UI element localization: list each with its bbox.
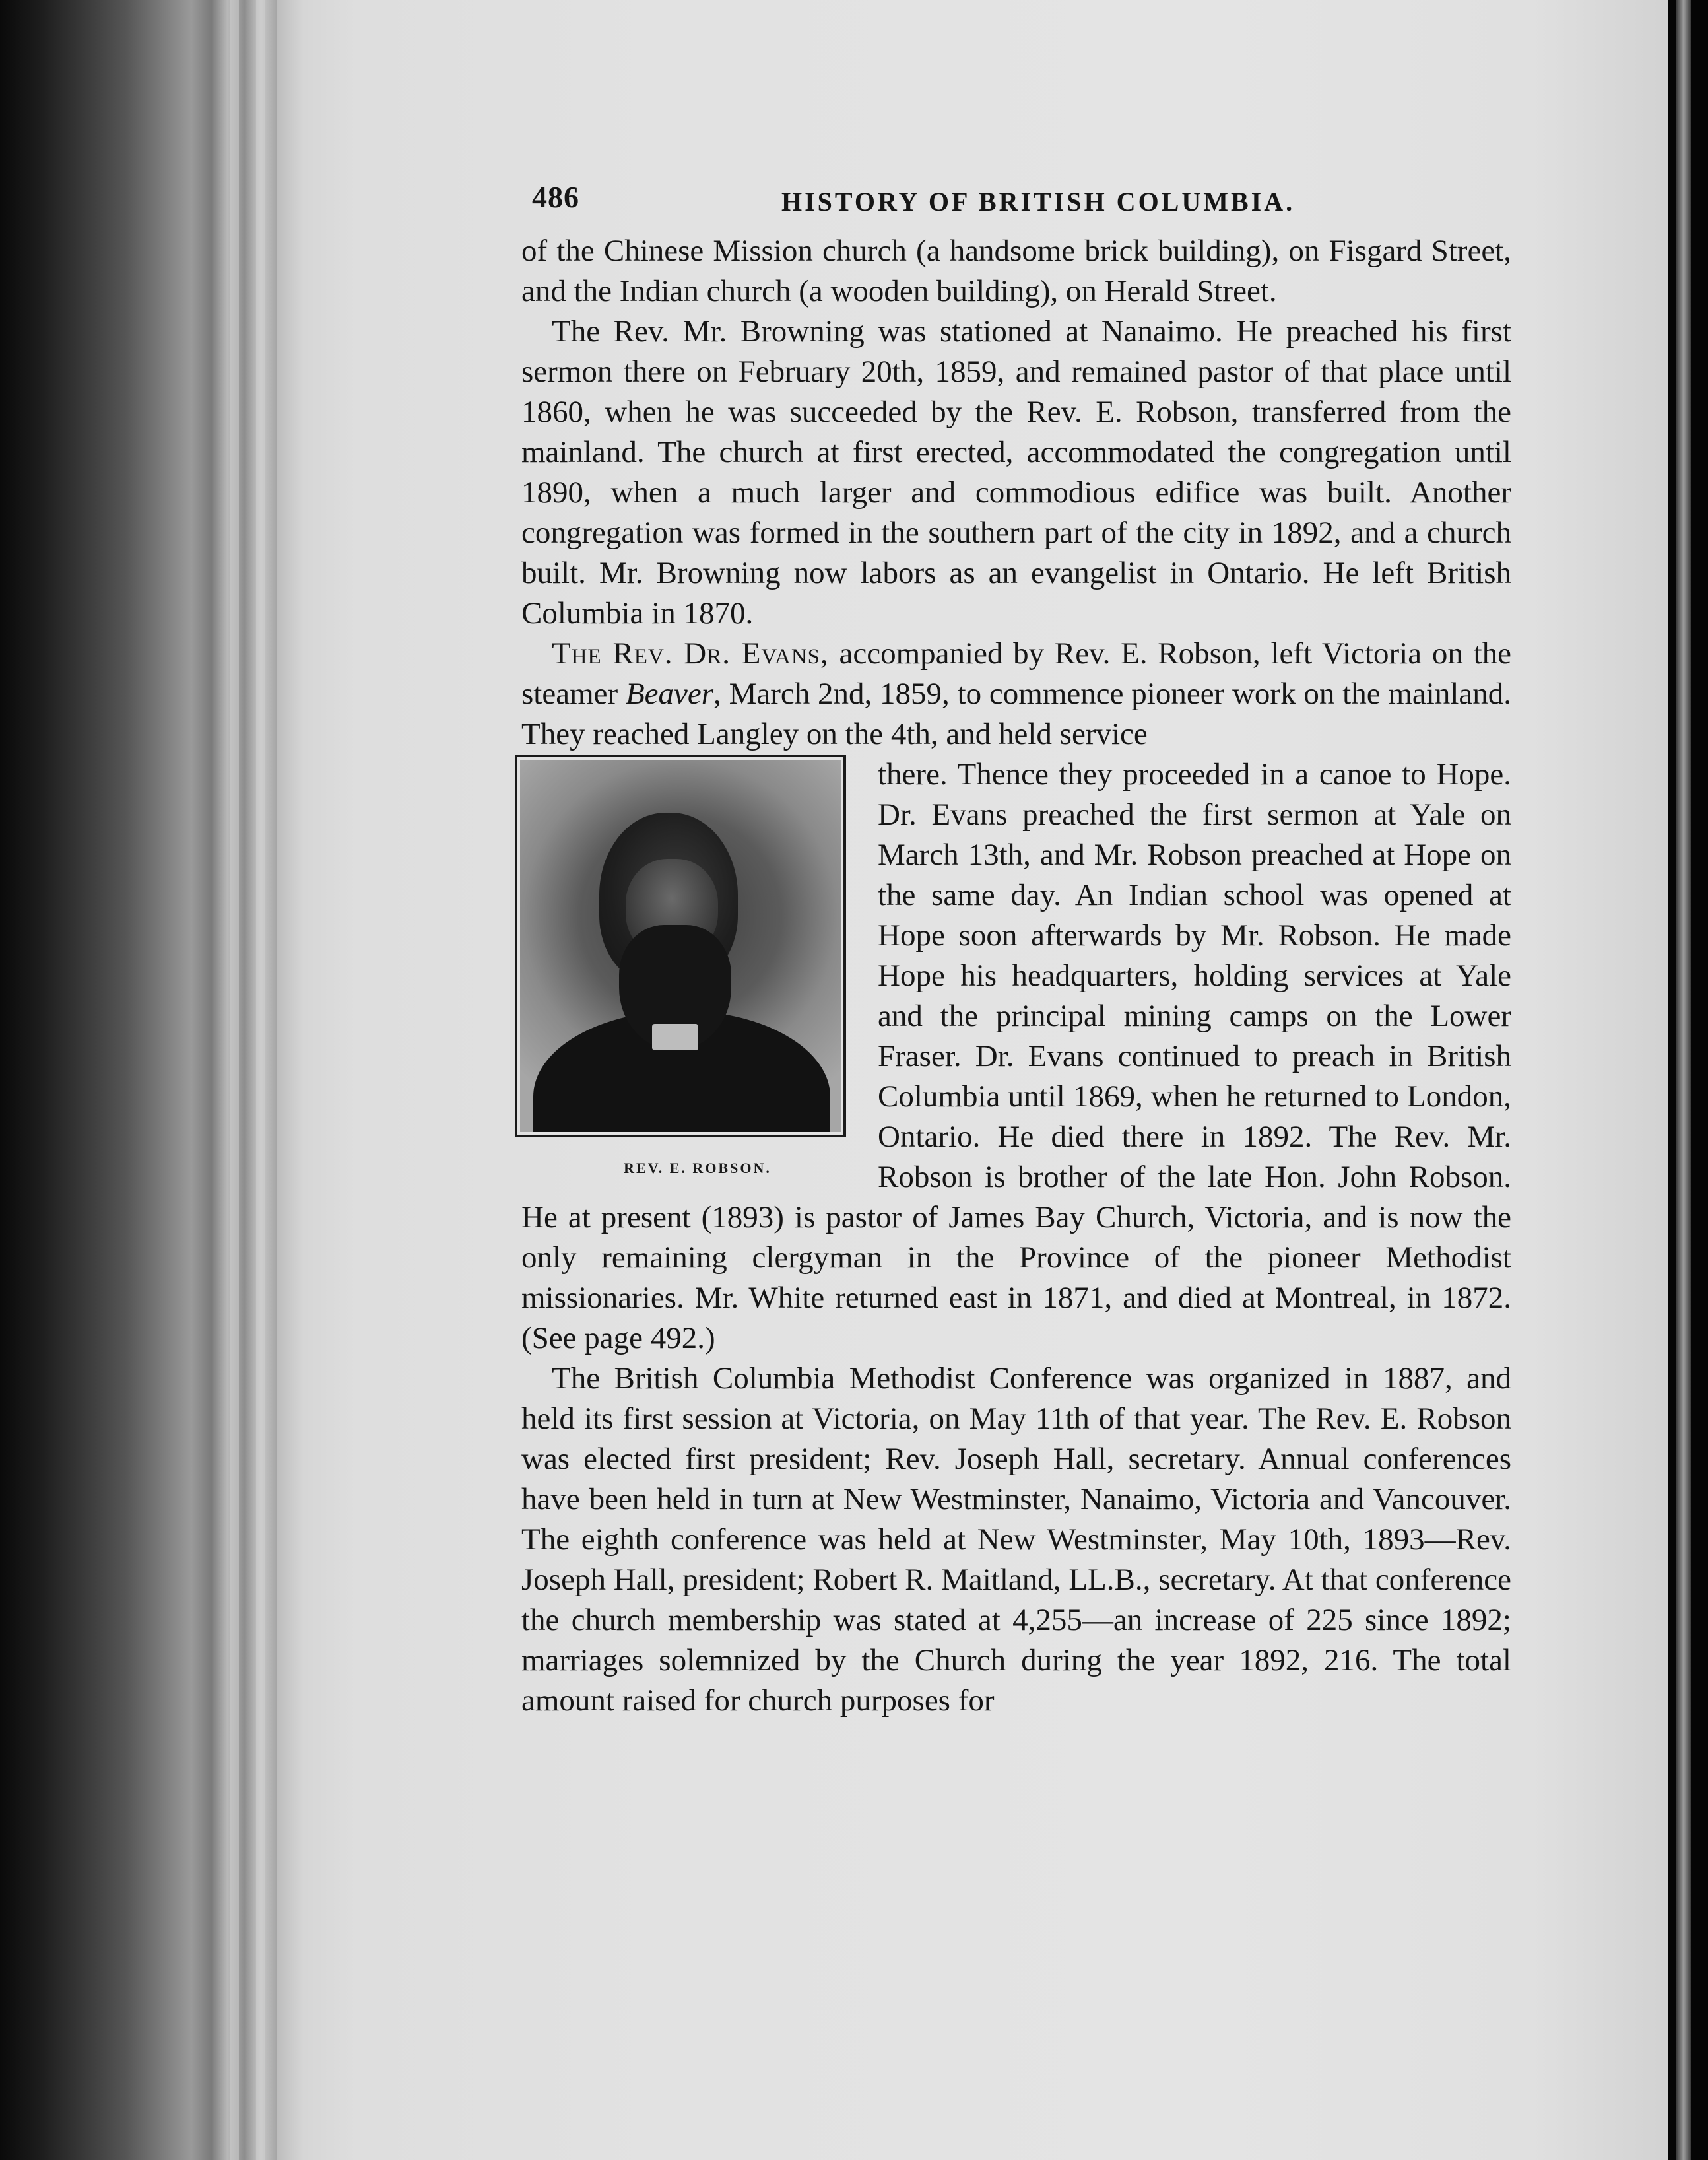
right-page-edge bbox=[1676, 0, 1691, 2160]
page-header bbox=[521, 172, 1511, 231]
page-content bbox=[521, 172, 1511, 1721]
paragraph-text: accompanied by Rev. E. Robson, left Victoria on the steamer bbox=[521, 636, 1512, 711]
running-head: HISTORY OF BRITISH COLUMBIA. bbox=[781, 187, 1296, 217]
figure-caption: REV. E. ROBSON. bbox=[624, 1160, 772, 1176]
page-number: 486 bbox=[532, 180, 579, 214]
paragraph: The British Columbia Methodist Conference was organized in 1887, and held its first session at Victoria, on May 11th of that year. The Rev. E. Robson was elected first president; Rev. Joseph Hall, secretary. Annual conferences have been held in turn at New Westminster, Nanaimo, Victoria and Vancouver. The eighth conference was held at New Westminster, May 10th, 1893—Rev. Joseph Hall, president; Robert R. Maitland, LL.B., secretary. At that conference the church membership was stated at 4,255—an increase of 225 since 1892; marriages solemnized by the Church during the year 1892, 216. The total amount raised for church purposes for bbox=[521, 1361, 1511, 1718]
paragraph: The Rev. Mr. Browning was stationed at Nanaimo. He preached his first sermon there on February 20th, 1859, and remained pastor of that place until 1860, when he was succeeded by the Rev. E. Robson, transferred from the mainland. The church at first erected, accommodated the congregation until 1890, when a much larger and commodious edifice was built. Another congregation was formed in the southern part of the city in 1892, and a church built. Mr. Browning now labors as an evangelist in Ontario. He left British Columbia in 1870. bbox=[521, 314, 1511, 630]
paragraph: of the Chinese Mission church (a handsome brick building), on Fisgard Street, and the Indian church (a wooden building), on Herald Street. bbox=[521, 234, 1511, 308]
portrait-image bbox=[520, 760, 841, 1132]
portrait-figure bbox=[515, 755, 850, 1188]
portrait-photo bbox=[515, 755, 846, 1137]
paragraph-text: there. Thence they proceeded in a canoe to Hope. Dr. Evans preached the first sermon at Yale on March 13th, and Mr. Robson preached at Hope on the same day. An Indian school was opened at Hope soon afterwards by Mr. Robson. He made Hope his headquarters, holding services at Yale and the principal mining camps on the Lower Fraser. Dr. Evans continued to preach in British Columbia until 1869, when he returned to London, Ontario. He died there in 1892. The Rev. Mr. Robson is brother of the late Hon. John Robson. He at present (1893) is pastor of James Bay Church, Victoria, and is now the only remaining clergyman in the Province of the pioneer Methodist missionaries. Mr. White returned east in 1871, and died at Montreal, in 1872. (See page 492.) bbox=[521, 757, 1511, 1355]
paragraph-text: , March 2nd, 1859, to commence pioneer work on the mainland. They reached Langley on the 4th, and held service bbox=[521, 677, 1512, 751]
ship-name: Beaver bbox=[625, 677, 714, 711]
page-edge bbox=[230, 0, 239, 2160]
paragraph bbox=[521, 634, 1511, 1359]
page-edge bbox=[256, 0, 265, 2160]
body-text bbox=[521, 231, 1511, 1721]
paragraph-lead: The Rev. Dr. Evans, bbox=[552, 636, 829, 671]
